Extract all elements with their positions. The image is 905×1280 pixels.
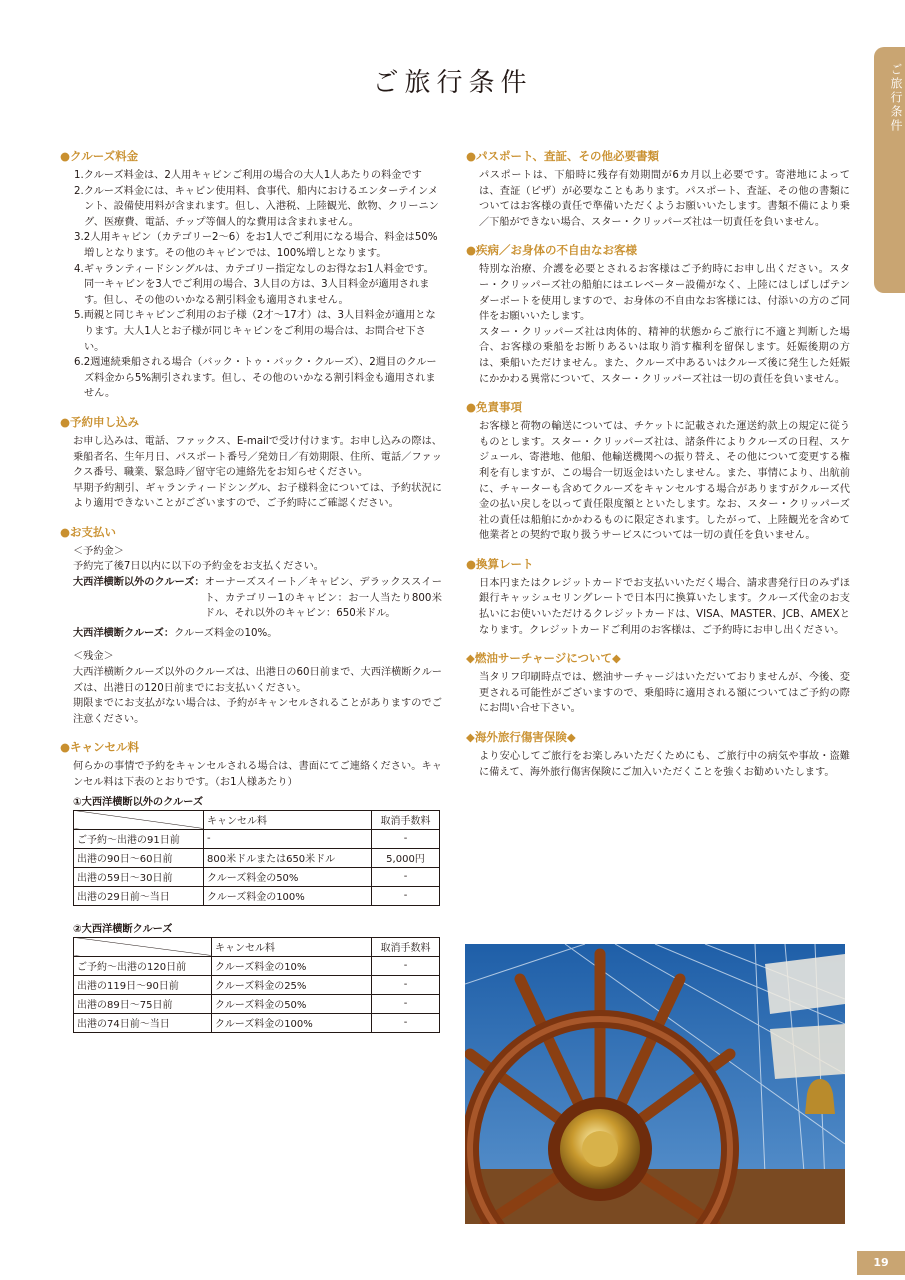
paragraph: より安心してご旅行をお楽しみいただくためにも、ご旅行中の病気や事故・盗難に備えて、海外旅行傷害保険にご加入いただくことを強くお勧めいたします。 — [479, 751, 850, 778]
page-number: 19 — [857, 1251, 905, 1275]
table-cell: - — [204, 829, 372, 848]
cancel-fee-table-2 — [73, 937, 440, 1033]
list-item: 2.クルーズ料金には、キャビン使用料、食事代、船内におけるエンターテインメント、設備使用料が含まれます。但し、入港税、上陸観光、飲物、クリーニング、医療費、電話、チップ等個人的な費用は含まれません。 — [74, 185, 439, 228]
deposit-heading: ＜予約金＞ — [73, 545, 124, 557]
table-row — [74, 956, 440, 975]
payment-value: クルーズ料金の10%。 — [174, 627, 278, 639]
payment-row — [73, 575, 442, 622]
right-column — [466, 148, 850, 792]
table-caption: ②大西洋横断クルーズ — [73, 923, 173, 935]
table-header: 取消手数料 — [372, 937, 440, 956]
table-row — [74, 975, 440, 994]
section-title: ●予約申し込み — [60, 414, 140, 429]
paragraph: 大西洋横断クルーズ以外のクルーズは、出港日の60日前まで、大西洋横断クルーズは、出港日の120日前までにお支払いください。 — [73, 667, 442, 694]
left-column — [60, 148, 442, 1045]
payment-row — [73, 626, 442, 642]
section-fuel — [466, 650, 850, 717]
section-title: ●クルーズ料金 — [60, 149, 139, 163]
list-item: 3.2人用キャビン（カテゴリー2～6）をお1人でご利用になる場合、料金は50%増しとなります。その他のキャビンでは、100%増しとなります。 — [74, 232, 438, 259]
table-cell: 出港の119日～90日前 — [74, 975, 212, 994]
section-booking — [60, 414, 442, 512]
paragraph: 日本円またはクレジットカードでお支払いいただく場合、請求書発行日のみずほ銀行キャッシュセリングレートで日本円に換算いたします。クルーズ代金のお支払いにお使いいただけるクレジットカードは、VISA、MASTER、JCB、AMEXとなります。クレジットカードご利用のお客様は、ご予約時にお申し出ください。 — [479, 577, 850, 636]
table-cell: 出港の89日～75日前 — [74, 994, 212, 1013]
page-title: ご旅行条件 — [372, 68, 533, 98]
table-row — [74, 848, 440, 867]
section-title: ●免責事項 — [466, 400, 523, 415]
side-tab — [874, 47, 905, 293]
table-cell: クルーズ料金の50% — [204, 867, 372, 886]
table-cell: ご予約～出港の120日前 — [74, 956, 212, 975]
section-payment — [60, 524, 442, 728]
paragraph: お客様と荷物の輸送については、チケットに記載された運送約款上の規定に従うものとします。スター・クリッパーズ社は、諸条件によりクルーズの日程、スケジュール、寄港地、他船、他輸送機関への振り替え、その他について変更する権利を有しますが、この場合一切返金はいたしません。また、事情により、出航前に、チャーターも含めてクルーズをキャンセルする場合がありますがクルーズ代金の払い戻しを以って責任限度額とといたします。なお、スター・クリッパーズ社の責任は船舶にかかわるものに限定されます。したがって、上陸観光を含めて他業者との契約で取り扱うサービスについては一切の責任を負いません。 — [479, 421, 850, 542]
table-row — [74, 829, 440, 848]
table-cell: - — [372, 867, 440, 886]
table-cell: - — [372, 829, 440, 848]
table-header: キャンセル料 — [204, 810, 372, 829]
table-cell: 出港の90日～60日前 — [74, 848, 204, 867]
table-cell — [74, 810, 204, 829]
section-title: ◆海外旅行傷害保険◆ — [466, 730, 576, 745]
table-cell: 出港の59日～30日前 — [74, 867, 204, 886]
table-cell: 出港の29日前～当日 — [74, 886, 204, 905]
table-cell: - — [372, 886, 440, 905]
paragraph: スター・クリッパーズ社は肉体的、精神的状態からご旅行に不適と判断した場合、お客様の乗船をお断りあるいは取り消す権利を留保します。妊娠後期の方は、乗船いただけません。また、クルーズ中あるいはクルーズ後に発生した妊娠にかかわる異常について、スター・クリッパーズ社は一切の責任を負いません。 — [479, 326, 850, 385]
table-cell: - — [372, 975, 440, 994]
section-title: ●キャンセル料 — [60, 740, 140, 755]
section-title: ●換算レート — [466, 556, 534, 571]
section-cancel — [60, 739, 442, 1032]
section-exemption — [466, 399, 850, 544]
section-title: ●パスポート、査証、その他必要書類 — [466, 149, 659, 163]
table-header-row — [74, 810, 440, 829]
side-tab-label: ご旅行条件 — [889, 63, 903, 133]
table-header-row — [74, 937, 440, 956]
table-header: 取消手数料 — [372, 810, 440, 829]
section-cruise-fee — [60, 148, 442, 402]
section-illness — [466, 242, 850, 387]
balance-heading: ＜残金＞ — [73, 651, 114, 663]
table-cell: 5,000円 — [372, 848, 440, 867]
cancel-fee-table-1 — [73, 810, 440, 906]
section-title: ●お支払い — [60, 524, 117, 539]
table-header: キャンセル料 — [212, 937, 372, 956]
list-item: 1.クルーズ料金は、2人用キャビンご利用の場合の大人1人あたりの料金です — [74, 170, 422, 181]
payment-key: 大西洋横断以外のクルーズ： — [73, 577, 205, 589]
table-caption: ①大西洋横断以外のクルーズ — [73, 796, 204, 808]
table-cell: クルーズ料金の100% — [212, 1013, 372, 1032]
list-item: 4.ギャランティードシングルは、カテゴリー指定なしのお得なお1人料金です。同一キャビンを3人でご利用の場合、3人目の方は、3人目料金が適用されます。但し、その他のいかなる割引料金も適用されません。 — [74, 263, 434, 306]
table-cell: クルーズ料金の10% — [212, 956, 372, 975]
table-cell: ご予約～出港の91日前 — [74, 829, 204, 848]
payment-value: オーナーズスイート／キャビン、デラックススイート、カテゴリー1のキャビン：お一人当たり800米ドル、それ以外のキャビン：650米ドル。 — [204, 577, 442, 620]
cruise-fee-list — [60, 168, 442, 402]
paragraph: お申し込みは、電話、ファックス、E-mailで受け付けます。お申し込みの際は、乗船者名、生年月日、パスポート番号／発効日／有効期限、住所、電話／ファックス番号、職業、緊急時／留守宅の連絡先をお知らせください。 — [73, 435, 442, 479]
table-cell: - — [372, 956, 440, 975]
deposit-text: 予約完了後7日以内に以下の予約金をお支払ください。 — [73, 561, 324, 573]
section-title: ●疾病／お身体の不自由なお客様 — [466, 243, 638, 258]
table-cell — [74, 937, 212, 956]
table-row — [74, 994, 440, 1013]
ship-wheel-photo — [465, 944, 845, 1224]
table-cell: クルーズ料金の50% — [212, 994, 372, 1013]
paragraph: 期限までにお支払がない場合は、予約がキャンセルされることがありますのでご注意ください。 — [73, 698, 442, 725]
list-item: 6.2週連続乗船される場合（バック・トゥ・バック・クルーズ）、2週目のクルーズ料金から5%割引されます。但し、その他のいかなる割引料金も適用されません。 — [74, 357, 437, 400]
table-cell: 出港の74日前～当日 — [74, 1013, 212, 1032]
table-cell: - — [372, 994, 440, 1013]
table-row — [74, 1013, 440, 1032]
table-row — [74, 886, 440, 905]
table-cell: クルーズ料金の100% — [204, 886, 372, 905]
paragraph: 特別な治療、介護を必要とされるお客様はご予約時にお申し出ください。スター・クリッパーズ社の船舶にはエレベーター設備がなく、上陸にはしばしばテンダーボートを使用しますので、お身体の不自由なお客様には、付添いの方のご同伴をお願いいたします。 — [479, 264, 850, 323]
paragraph: 何らかの事情で予約をキャンセルされる場合は、書面にてご連絡ください。キャンセル料は下表のとおりです。（お1人様あたり） — [73, 761, 442, 788]
section-passport — [466, 148, 850, 230]
paragraph: 早期予約割引、ギャランティードシングル、お子様料金については、予約状況により適用できないことがございますので、ご予約時にご確認ください。 — [73, 482, 442, 510]
table-cell: 800米ドルまたは650米ドル — [204, 848, 372, 867]
section-exchange — [466, 556, 850, 638]
list-item: 5.両親と同じキャビンご利用のお子様（2才～17才）は、3人目料金が適用となります。大人1人とお子様が同じキャビンをご利用の場合は、お問合せ下さい。 — [74, 310, 436, 353]
payment-key: 大西洋横断クルーズ： — [73, 627, 175, 639]
section-title: ◆燃油サーチャージについて◆ — [466, 651, 621, 666]
paragraph: パスポートは、下船時に残存有効期間が6カ月以上必要です。寄港地によっては、査証（ビザ）が必要なこともあります。パスポート、査証、その他の書類についてはお客様の責任で準備いただくようお願いいたします。書類不備により乗／下船ができない場合、スター・クリッパーズ社は一切責任を負いません。 — [479, 170, 850, 228]
table-row — [74, 867, 440, 886]
paragraph: 当タリフ印刷時点では、燃油サーチャージはいただいておりませんが、今後、変更される可能性がございますので、乗船時に適用される額についてはご予約の際にお問い合せ下さい。 — [479, 672, 850, 715]
table-cell: - — [372, 1013, 440, 1032]
section-insurance — [466, 729, 850, 780]
table-cell: クルーズ料金の25% — [212, 975, 372, 994]
